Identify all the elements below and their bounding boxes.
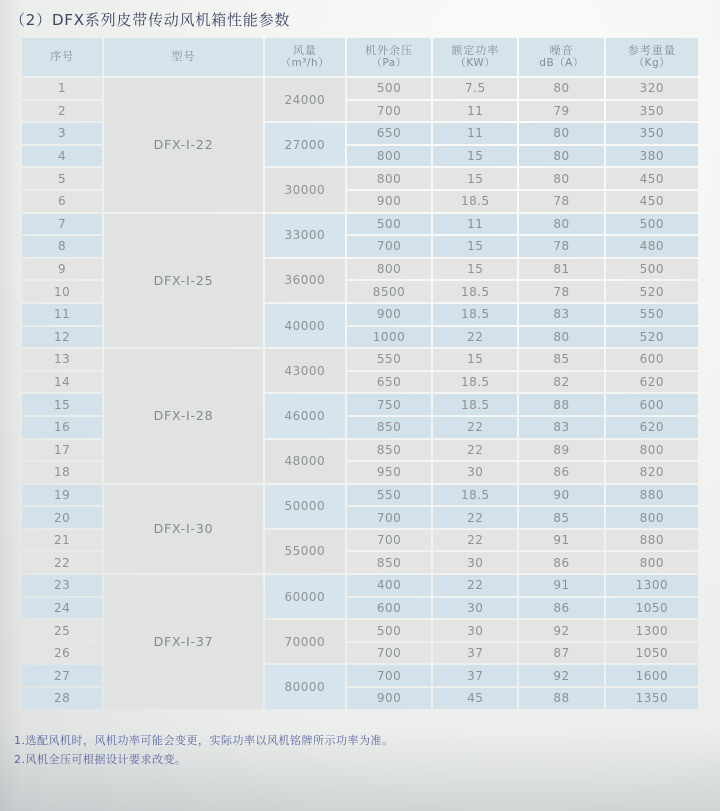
weight-cell: 1050	[606, 598, 698, 619]
weight-cell: 480	[606, 236, 698, 257]
column-header-power	[433, 38, 517, 76]
column-header-pressure	[347, 38, 431, 76]
power-cell: 37	[433, 665, 517, 686]
pressure-cell: 850	[347, 552, 431, 573]
power-cell: 15	[433, 349, 517, 370]
airflow-cell: 33000	[265, 214, 345, 257]
noise-cell: 87	[519, 643, 603, 664]
column-header-noise	[519, 38, 603, 76]
airflow-cell: 70000	[265, 620, 345, 663]
weight-cell: 1300	[606, 575, 698, 596]
pressure-cell: 950	[347, 462, 431, 483]
serial-cell: 7	[22, 214, 102, 235]
column-label: 序号	[50, 50, 75, 64]
pressure-cell: 700	[347, 236, 431, 257]
serial-cell: 20	[22, 507, 102, 528]
pressure-cell: 900	[347, 304, 431, 325]
noise-cell: 80	[519, 327, 603, 348]
note-line-1: 1.选配风机时，风机功率可能会变更，实际功率以风机铭牌所示功率为准。	[14, 734, 394, 747]
table-row	[22, 575, 698, 596]
table-body	[22, 78, 698, 709]
airflow-cell: 80000	[265, 665, 345, 708]
power-cell: 22	[433, 575, 517, 596]
column-header-weight	[606, 38, 698, 76]
airflow-cell: 40000	[265, 304, 345, 347]
pressure-cell: 750	[347, 394, 431, 415]
pressure-cell: 8500	[347, 281, 431, 302]
model-cell: DFX-I-30	[104, 485, 262, 573]
power-cell: 30	[433, 620, 517, 641]
power-cell: 18.5	[433, 191, 517, 212]
serial-cell: 5	[22, 168, 102, 189]
airflow-cell: 55000	[265, 530, 345, 573]
noise-cell: 89	[519, 440, 603, 461]
weight-cell: 450	[606, 191, 698, 212]
noise-cell: 81	[519, 259, 603, 280]
serial-cell: 1	[22, 78, 102, 99]
power-cell: 18.5	[433, 394, 517, 415]
weight-cell: 600	[606, 349, 698, 370]
noise-cell: 78	[519, 191, 603, 212]
noise-cell: 86	[519, 598, 603, 619]
noise-cell: 80	[519, 123, 603, 144]
power-cell: 37	[433, 643, 517, 664]
serial-cell: 8	[22, 236, 102, 257]
power-cell: 11	[433, 123, 517, 144]
serial-cell: 13	[22, 349, 102, 370]
airflow-cell: 46000	[265, 394, 345, 437]
power-cell: 18.5	[433, 485, 517, 506]
serial-cell: 28	[22, 688, 102, 709]
weight-cell: 520	[606, 281, 698, 302]
weight-cell: 1300	[606, 620, 698, 641]
pressure-cell: 650	[347, 123, 431, 144]
column-label: 噪音	[549, 43, 574, 57]
pressure-cell: 400	[347, 575, 431, 596]
power-cell: 15	[433, 259, 517, 280]
weight-cell: 600	[606, 394, 698, 415]
pressure-cell: 800	[347, 168, 431, 189]
column-label: 机外余压	[365, 43, 414, 57]
note-line-2: 2.风机全压可根据设计要求改变。	[14, 753, 187, 766]
noise-cell: 79	[519, 101, 603, 122]
noise-cell: 88	[519, 688, 603, 709]
column-label: 风量	[292, 43, 317, 57]
airflow-cell: 30000	[265, 168, 345, 211]
table-row	[22, 78, 698, 99]
serial-cell: 26	[22, 643, 102, 664]
serial-cell: 3	[22, 123, 102, 144]
weight-cell: 450	[606, 168, 698, 189]
serial-cell: 15	[22, 394, 102, 415]
table-row	[22, 214, 698, 235]
pressure-cell: 700	[347, 643, 431, 664]
pressure-cell: 800	[347, 259, 431, 280]
noise-cell: 86	[519, 552, 603, 573]
noise-cell: 90	[519, 485, 603, 506]
power-cell: 22	[433, 417, 517, 438]
pressure-cell: 800	[347, 146, 431, 167]
serial-cell: 11	[22, 304, 102, 325]
serial-cell: 25	[22, 620, 102, 641]
serial-cell: 24	[22, 598, 102, 619]
power-cell: 30	[433, 462, 517, 483]
noise-cell: 80	[519, 214, 603, 235]
power-cell: 22	[433, 327, 517, 348]
weight-cell: 550	[606, 304, 698, 325]
noise-cell: 82	[519, 372, 603, 393]
weight-cell: 1600	[606, 665, 698, 686]
serial-cell: 10	[22, 281, 102, 302]
noise-cell: 80	[519, 146, 603, 167]
power-cell: 15	[433, 168, 517, 189]
pressure-cell: 550	[347, 485, 431, 506]
serial-cell: 4	[22, 146, 102, 167]
noise-cell: 92	[519, 620, 603, 641]
airflow-cell: 50000	[265, 485, 345, 528]
model-cell: DFX-I-22	[104, 78, 262, 212]
airflow-cell: 60000	[265, 575, 345, 618]
column-unit: （Kg）	[633, 57, 671, 70]
serial-cell: 18	[22, 462, 102, 483]
airflow-cell: 27000	[265, 123, 345, 166]
airflow-cell: 36000	[265, 259, 345, 302]
power-cell: 22	[433, 530, 517, 551]
pressure-cell: 850	[347, 440, 431, 461]
model-cell: DFX-I-37	[104, 575, 262, 709]
column-unit: （m³/h）	[280, 57, 330, 70]
column-unit: dB（A）	[539, 57, 584, 70]
pressure-cell: 700	[347, 507, 431, 528]
weight-cell: 620	[606, 372, 698, 393]
noise-cell: 80	[519, 78, 603, 99]
power-cell: 30	[433, 598, 517, 619]
pressure-cell: 650	[347, 372, 431, 393]
airflow-cell: 24000	[265, 78, 345, 121]
serial-cell: 9	[22, 259, 102, 280]
noise-cell: 78	[519, 281, 603, 302]
pressure-cell: 700	[347, 665, 431, 686]
serial-cell: 12	[22, 327, 102, 348]
power-cell: 22	[433, 440, 517, 461]
serial-cell: 2	[22, 101, 102, 122]
power-cell: 15	[433, 236, 517, 257]
airflow-cell: 43000	[265, 349, 345, 392]
weight-cell: 350	[606, 101, 698, 122]
serial-cell: 19	[22, 485, 102, 506]
weight-cell: 320	[606, 78, 698, 99]
table-row	[22, 485, 698, 506]
weight-cell: 820	[606, 462, 698, 483]
footnotes	[14, 731, 394, 769]
weight-cell: 800	[606, 552, 698, 573]
column-unit: （Pa）	[371, 57, 407, 70]
power-cell: 22	[433, 507, 517, 528]
pressure-cell: 500	[347, 620, 431, 641]
serial-cell: 21	[22, 530, 102, 551]
weight-cell: 880	[606, 485, 698, 506]
column-header-airflow	[265, 38, 345, 76]
weight-cell: 1050	[606, 643, 698, 664]
power-cell: 18.5	[433, 304, 517, 325]
pressure-cell: 550	[347, 349, 431, 370]
pressure-cell: 700	[347, 101, 431, 122]
pressure-cell: 700	[347, 530, 431, 551]
pressure-cell: 850	[347, 417, 431, 438]
weight-cell: 500	[606, 214, 698, 235]
header-row	[22, 38, 698, 76]
weight-cell: 520	[606, 327, 698, 348]
noise-cell: 88	[519, 394, 603, 415]
noise-cell: 91	[519, 575, 603, 596]
fan-performance-table	[20, 36, 700, 711]
noise-cell: 83	[519, 304, 603, 325]
noise-cell: 86	[519, 462, 603, 483]
model-cell: DFX-I-25	[104, 214, 262, 348]
column-unit: （KW）	[455, 57, 496, 70]
pressure-cell: 900	[347, 688, 431, 709]
noise-cell: 85	[519, 507, 603, 528]
airflow-cell: 48000	[265, 440, 345, 483]
serial-cell: 6	[22, 191, 102, 212]
power-cell: 15	[433, 146, 517, 167]
page-title: （2）DFX系列皮带传动风机箱性能参数	[10, 11, 291, 29]
weight-cell: 800	[606, 440, 698, 461]
pressure-cell: 1000	[347, 327, 431, 348]
noise-cell: 85	[519, 349, 603, 370]
weight-cell: 380	[606, 146, 698, 167]
pressure-cell: 500	[347, 78, 431, 99]
weight-cell: 620	[606, 417, 698, 438]
power-cell: 18.5	[433, 372, 517, 393]
weight-cell: 880	[606, 530, 698, 551]
column-label: 参考重量	[627, 43, 676, 57]
power-cell: 11	[433, 101, 517, 122]
noise-cell: 83	[519, 417, 603, 438]
pressure-cell: 500	[347, 214, 431, 235]
serial-cell: 22	[22, 552, 102, 573]
weight-cell: 500	[606, 259, 698, 280]
noise-cell: 78	[519, 236, 603, 257]
serial-cell: 27	[22, 665, 102, 686]
table-header	[22, 38, 698, 76]
weight-cell: 1350	[606, 688, 698, 709]
noise-cell: 91	[519, 530, 603, 551]
table-row	[22, 349, 698, 370]
power-cell: 11	[433, 214, 517, 235]
noise-cell: 80	[519, 168, 603, 189]
pressure-cell: 900	[347, 191, 431, 212]
weight-cell: 350	[606, 123, 698, 144]
column-label: 型号	[171, 50, 196, 64]
serial-cell: 14	[22, 372, 102, 393]
serial-cell: 23	[22, 575, 102, 596]
power-cell: 7.5	[433, 78, 517, 99]
power-cell: 30	[433, 552, 517, 573]
weight-cell: 800	[606, 507, 698, 528]
serial-cell: 16	[22, 417, 102, 438]
column-header-serial	[22, 38, 102, 76]
power-cell: 18.5	[433, 281, 517, 302]
serial-cell: 17	[22, 440, 102, 461]
column-header-model	[104, 38, 262, 76]
power-cell: 45	[433, 688, 517, 709]
noise-cell: 92	[519, 665, 603, 686]
model-cell: DFX-I-28	[104, 349, 262, 483]
pressure-cell: 600	[347, 598, 431, 619]
column-label: 额定功率	[451, 43, 500, 57]
